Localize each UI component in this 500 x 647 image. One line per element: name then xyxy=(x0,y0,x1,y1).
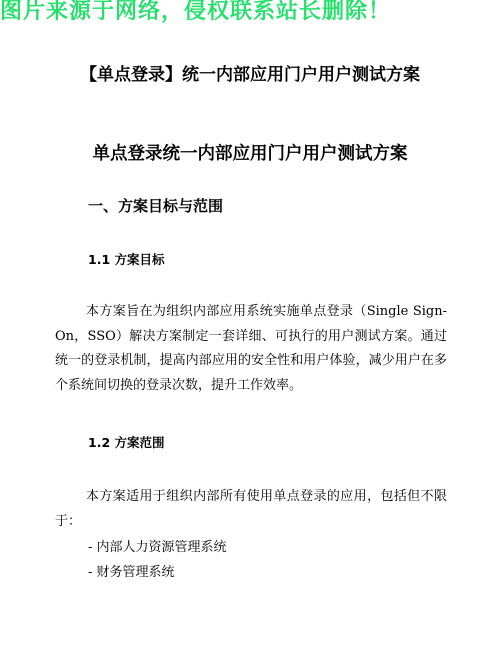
section-heading-1: 一、方案目标与范围 xyxy=(88,197,224,215)
subsection-heading-1-2: 1.2 方案范围 xyxy=(88,435,165,450)
scope-list xyxy=(88,536,227,585)
paragraph-scope: 本方案适用于组织内部所有使用单点登录的应用，包括但不限于： xyxy=(55,489,447,529)
watermark-text: 图片来源于网络，侵权联系站长删除！ xyxy=(0,0,392,24)
document-title: 【单点登录】统一内部应用门户用户测试方案 xyxy=(80,65,420,85)
list-item: - 内部人力资源管理系统 xyxy=(88,540,227,555)
paragraph-goal: 本方案旨在为组织内部应用系统实施单点登录（Single Sign-On，SSO）解决方案制定一套详细、可执行的用户测试方案。通过统一的登录机制，提高内部应用的安全性和用户体验，减少用户在多个系统间切换的登录次数，提升工作效率。 xyxy=(55,304,447,393)
subsection-heading-1-1: 1.1 方案目标 xyxy=(88,252,165,267)
main-heading: 单点登录统一内部应用门户用户测试方案 xyxy=(92,144,408,164)
list-item: - 财务管理系统 xyxy=(88,564,175,580)
